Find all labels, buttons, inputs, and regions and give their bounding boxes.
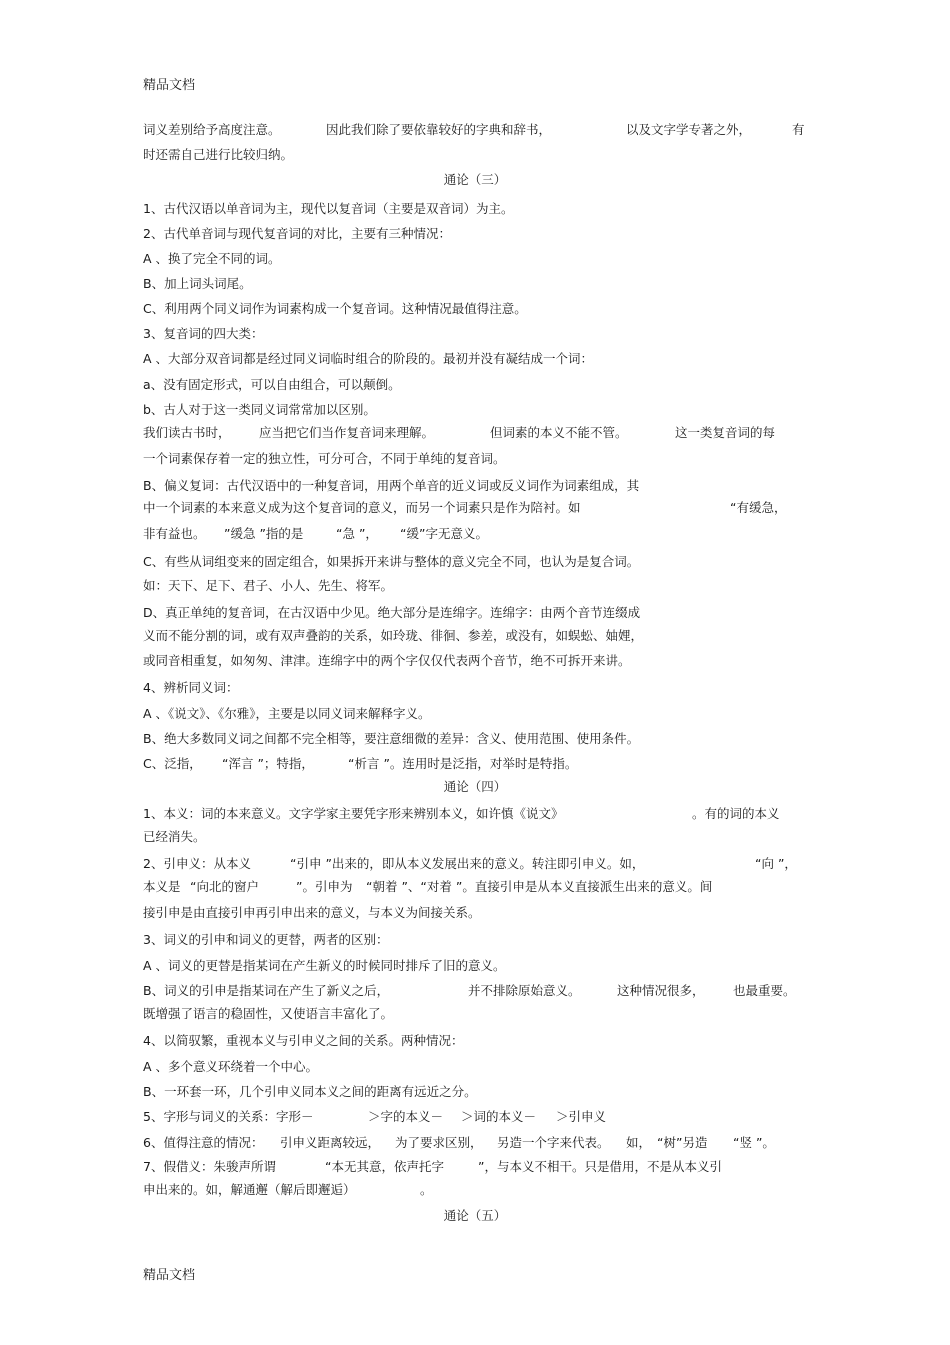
paragraph: 既增强了语言的稳固性，又使语言丰富化了。: [143, 1006, 394, 1021]
paragraph: a、没有固定形式，可以自由组合，可以颠倒。: [143, 377, 401, 392]
paragraph: 4、以简驭繁，重视本义与引申义之间的关系。两种情况：: [143, 1033, 464, 1048]
intro-line-1a: 词义差别给予高度注意。: [143, 122, 281, 137]
paragraph: 1、本义：词的本来意义。文字学家主要凭字形来辨别本义，如许慎《说文》: [143, 806, 564, 821]
section-title-3: 通论（三）: [443, 172, 507, 187]
paragraph: 1、古代汉语以单音词为主，现代以复音词（主要是双音词）为主。: [143, 201, 514, 216]
paragraph: “急 ”，: [336, 526, 378, 541]
paragraph: “向北的窗户: [190, 879, 259, 894]
paragraph: ”缓急 ”指的是: [224, 526, 304, 541]
paragraph: C、利用两个同义词作为词素构成一个复音词。这种情况最值得注意。: [143, 301, 527, 316]
paragraph: 本义是: [143, 879, 181, 894]
paragraph: 。: [420, 1182, 433, 1197]
paragraph: ＞引申义: [556, 1109, 607, 1124]
intro-line-2: 时还需自己进行比较归纳。: [143, 147, 294, 162]
paragraph: “引申 ”出来的，即从本义发展出来的意义。转注即引申义。如，: [290, 856, 645, 871]
paragraph: b、古人对于这一类同义词常常加以区别。: [143, 402, 376, 417]
paragraph: 7、假借义：朱骏声所谓: [143, 1159, 276, 1174]
paragraph: B、绝大多数同义词之间都不完全相等，要注意细微的差异：含义、使用范围、使用条件。: [143, 731, 640, 746]
paragraph: 为了要求区别，: [395, 1135, 483, 1150]
paragraph: “树”另造: [657, 1135, 708, 1150]
paragraph: C、泛指，: [143, 756, 202, 771]
paragraph: 如，: [626, 1135, 652, 1150]
paragraph: “本无其意，依声托字: [325, 1159, 444, 1174]
section-title-4: 通论（四）: [443, 779, 507, 794]
paragraph: 另造一个字来代表。: [497, 1135, 610, 1150]
paragraph: ＞词的本义－: [461, 1109, 537, 1124]
paragraph: 6、值得注意的情况：: [143, 1135, 264, 1150]
paragraph: “析言 ”。连用时是泛指，对举时是特指。: [348, 756, 578, 771]
paragraph: 。有的词的本义: [692, 806, 780, 821]
paragraph: 3、词义的引申和词义的更替，两者的区别：: [143, 932, 389, 947]
paragraph: “向 ”，: [755, 856, 797, 871]
paragraph: 并不排除原始意义。: [468, 983, 581, 998]
paragraph: D、真正单纯的复音词，在古汉语中少见。绝大部分是连绵字。连绵字：由两个音节连缀成: [143, 605, 641, 620]
paragraph: B、加上词头词尾。: [143, 276, 252, 291]
paragraph: 或同音相重复，如匆匆、津津。连绵字中的两个字仅仅代表两个音节，绝不可拆开来讲。: [143, 653, 631, 668]
intro-line-1b: 因此我们除了要依靠较好的字典和辞书，: [326, 122, 552, 137]
paragraph: 2、古代单音词与现代复音词的对比，主要有三种情况：: [143, 226, 451, 241]
page-header: 精品文档: [143, 78, 196, 93]
paragraph: 义而不能分割的词，或有双声叠韵的关系，如玲珑、徘徊、参差，或没有，如蜈蚣、妯娌，: [143, 628, 644, 643]
paragraph: B、词义的引申是指某词在产生了新义之后，: [143, 983, 390, 998]
paragraph: 申出来的。如，解通邂（解后即邂逅）: [143, 1182, 356, 1197]
paragraph: C、有些从词组变来的固定组合，如果拆开来讲与整体的意义完全不同，也认为是复合词。: [143, 554, 640, 569]
paragraph: 这种情况很多，: [617, 983, 705, 998]
paragraph: 应当把它们当作复音词来理解。: [259, 425, 435, 440]
paragraph: A 、多个意义环绕着一个中心。: [143, 1059, 319, 1074]
paragraph: “缓”字无意义。: [400, 526, 488, 541]
paragraph: 3、复音词的四大类：: [143, 326, 264, 341]
paragraph: 已经消失。: [143, 829, 206, 844]
paragraph: 引申义距离较远，: [280, 1135, 381, 1150]
paragraph: 5、字形与词义的关系：字形－: [143, 1109, 314, 1124]
paragraph: “浑言 ”；特指，: [222, 756, 314, 771]
paragraph: A 、词义的更替是指某词在产生新义的时候同时排斥了旧的意义。: [143, 958, 506, 973]
paragraph: 但词素的本义不能不管。: [490, 425, 628, 440]
paragraph: A 、《说文》、《尔雅》，主要是以同义词来解释字义。: [143, 706, 431, 721]
paragraph: ”，与本义不相干。只是借用，不是从本义引: [478, 1159, 722, 1174]
paragraph: A 、换了完全不同的词。: [143, 251, 281, 266]
paragraph: 2、引申义：从本义: [143, 856, 251, 871]
paragraph: 我们读古书时，: [143, 425, 231, 440]
intro-line-1d: 有: [792, 122, 805, 137]
section-title-5: 通论（五）: [443, 1208, 507, 1223]
paragraph: B、一环套一环，几个引申义同本义之间的距离有远近之分。: [143, 1084, 477, 1099]
paragraph: “朝着 ”、“对着 ”。直接引申是从本义直接派生出来的意义。间: [366, 879, 713, 894]
page-footer: 精品文档: [143, 1268, 196, 1283]
paragraph: ”。引申为: [296, 879, 353, 894]
paragraph: 非有益也。: [143, 526, 206, 541]
paragraph: 也最重要。: [733, 983, 796, 998]
paragraph: “竖 ”。: [733, 1135, 775, 1150]
paragraph: 这一类复音词的每: [675, 425, 776, 440]
paragraph: A 、大部分双音词都是经过同义词临时组合的阶段的。最初并没有凝结成一个词：: [143, 351, 594, 366]
paragraph: 如：天下、足下、君子、小人、先生、将军。: [143, 578, 394, 593]
paragraph: ＞字的本义－: [368, 1109, 444, 1124]
paragraph: 4、辨析同义词：: [143, 680, 239, 695]
paragraph: 一个词素保存着一定的独立性，可分可合，不同于单纯的复音词。: [143, 451, 506, 466]
paragraph: B、偏义复词：古代汉语中的一种复音词，用两个单音的近义词或反义词作为词素组成，其: [143, 478, 640, 493]
paragraph: 中一个词素的本来意义成为这个复音词的意义，而另一个词素只是作为陪衬。如: [143, 500, 581, 515]
intro-line-1c: 以及文字学专著之外，: [626, 122, 752, 137]
paragraph: “有缓急，: [730, 500, 787, 515]
paragraph: 接引申是由直接引申再引申出来的意义，与本义为间接关系。: [143, 905, 481, 920]
